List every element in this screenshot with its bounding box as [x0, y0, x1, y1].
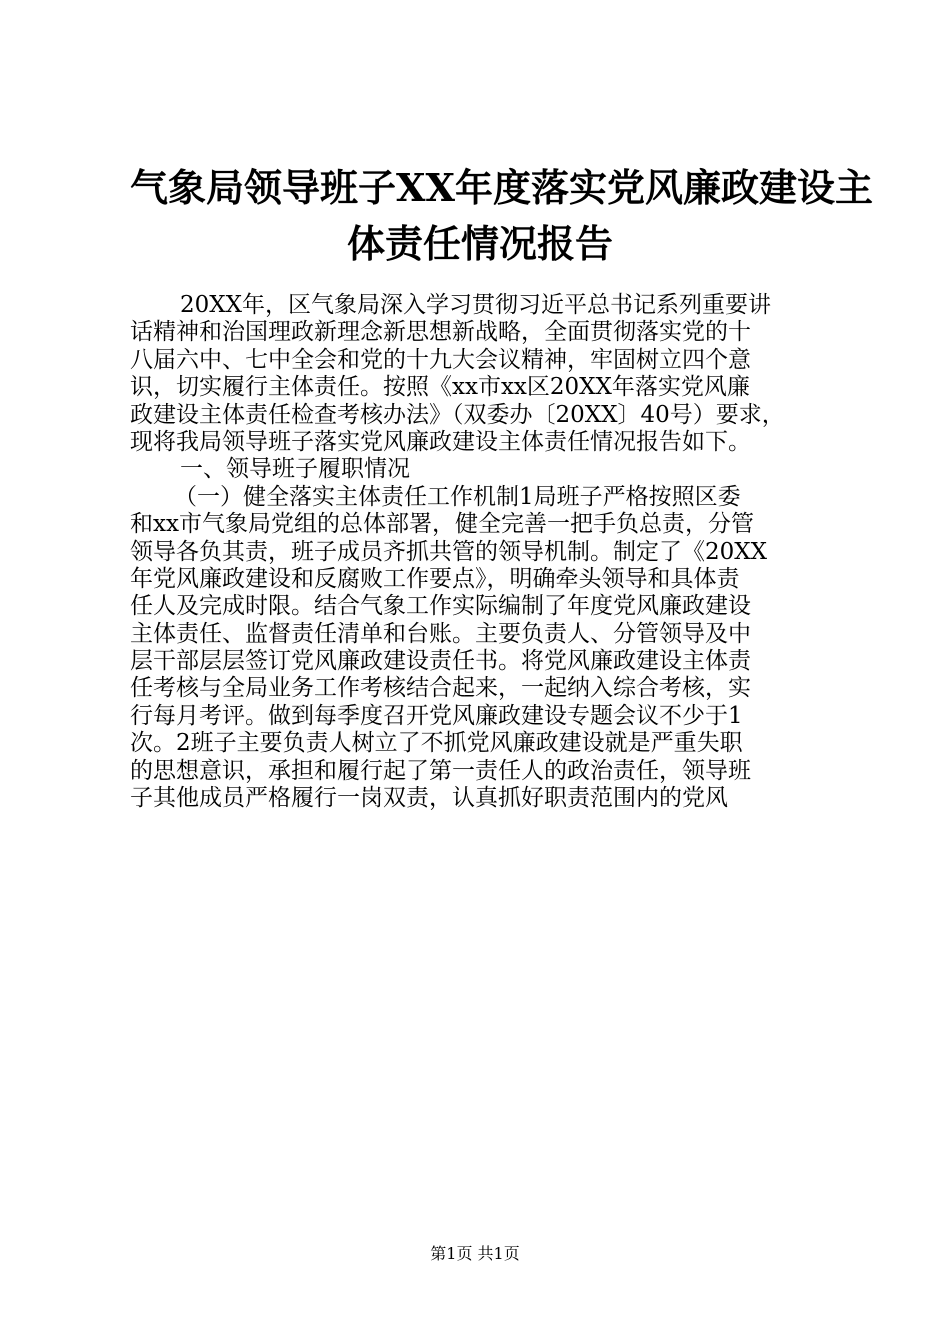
body-line: 领导各负其责，班子成员齐抓共管的领导机制。制定了《20XX — [130, 538, 768, 565]
body-line: 次。2班子主要负责人树立了不抓党风廉政建设就是严重失职 — [130, 730, 743, 757]
body-line: 的思想意识，承担和履行起了第一责任人的政治责任，领导班 — [130, 757, 751, 784]
title-line-1: 气象局领导班子XX年度落实党风廉政建设主 — [130, 165, 873, 210]
body-line: 八届六中、七中全会和党的十九大会议精神，牢固树立四个意 — [130, 346, 751, 373]
body-line: 层干部层层签订党风廉政建设责任书。将党风廉政建设主体责 — [130, 648, 751, 675]
body-line: 政建设主体责任检查考核办法》（双委办〔20XX〕40号）要求， — [130, 401, 785, 428]
body-line: 主体责任、监督责任清单和台账。主要负责人、分管领导及中 — [130, 620, 751, 647]
body-line: 识，切实履行主体责任。按照《xx市xx区20XX年落实党风廉 — [130, 374, 750, 401]
page-number-footer: 第1页 共1页 — [430, 1244, 520, 1263]
body-line: 年党风廉政建设和反腐败工作要点》，明确牵头领导和具体责 — [130, 565, 740, 592]
body-line: 和xx市气象局党组的总体部署，健全完善一把手负总责，分管 — [130, 511, 754, 538]
body-line: 20XX年，区气象局深入学习贯彻习近平总书记系列重要讲 — [180, 292, 772, 318]
body-line: 话精神和治国理政新理念新思想新战略，全面贯彻落实党的十 — [130, 319, 751, 346]
section-heading: 一、领导班子履职情况 — [180, 456, 410, 483]
document-title — [130, 160, 873, 272]
document-body — [130, 292, 835, 812]
body-line: 行每月考评。做到每季度召开党风廉政建设专题会议不少于1 — [130, 702, 743, 729]
title-line-2: 体责任情况报告 — [346, 221, 613, 266]
body-line: 任人及完成时限。结合气象工作实际编制了年度党风廉政建设 — [130, 593, 751, 620]
body-line: 子其他成员严格履行一岗双责，认真抓好职责范围内的党风 — [130, 785, 728, 812]
body-line: 现将我局领导班子落实党风廉政建设主体责任情况报告如下。 — [130, 428, 751, 455]
subsection-heading-line: （一）健全落实主体责任工作机制1局班子严格按照区委 — [174, 483, 741, 510]
body-line: 任考核与全局业务工作考核结合起来，一起纳入综合考核，实 — [130, 675, 751, 702]
